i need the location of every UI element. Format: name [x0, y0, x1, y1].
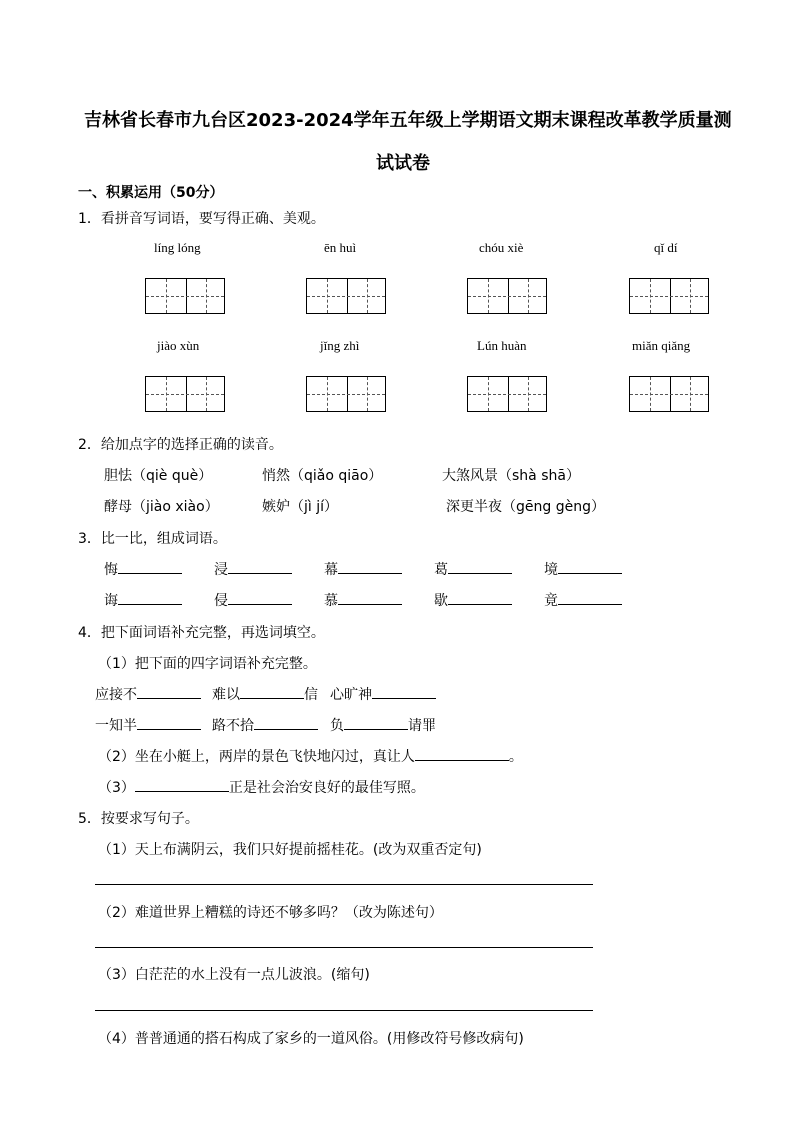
compare-item[interactable] [434, 590, 512, 610]
idiom-text: 一知半 [95, 718, 137, 734]
pronunciation-item[interactable]: 深更半夜（gēng gèng） [446, 499, 605, 515]
sentence-task: （2）难道世界上糟糕的诗还不够多吗？（改为陈述句） [98, 905, 443, 921]
fill-in-sentence[interactable] [98, 746, 523, 766]
pronunciation-item[interactable]: 悄然（qiǎo qiāo） [262, 468, 383, 484]
character: 葛 [434, 562, 448, 578]
compare-item[interactable] [434, 559, 512, 579]
compare-item[interactable] [104, 590, 182, 610]
question-3-label: 3．比一比，组成词语。 [78, 531, 227, 547]
idiom-text: 信 [304, 687, 318, 703]
sentence-text: （3） [98, 780, 135, 796]
character: 浸 [214, 562, 228, 578]
answer-blank[interactable] [372, 697, 436, 699]
answer-blank[interactable] [137, 697, 201, 699]
character: 歇 [434, 593, 448, 609]
page-title: 吉林省长春市九台区2023-2024学年五年级上学期语文期末课程改革教学质量测 [84, 110, 732, 131]
character: 诲 [104, 593, 118, 609]
writing-grid[interactable] [629, 278, 709, 314]
answer-line[interactable] [95, 1010, 593, 1011]
character: 慕 [324, 593, 338, 609]
answer-line[interactable] [95, 947, 593, 948]
pronunciation-item[interactable]: 胆怯（qiè què） [104, 468, 213, 484]
page-title-cont: 试试卷 [376, 153, 430, 174]
character: 侵 [214, 593, 228, 609]
idiom-text: 难以 [212, 687, 240, 703]
idiom-item[interactable] [330, 684, 436, 704]
pinyin-label: jiào xùn [157, 338, 200, 353]
writing-grid[interactable] [145, 278, 225, 314]
question-5-label: 5．按要求写句子。 [78, 811, 199, 827]
answer-blank[interactable] [228, 603, 292, 605]
compare-item[interactable] [324, 590, 402, 610]
writing-grid[interactable] [145, 376, 225, 412]
pinyin-label: qǐ dí [654, 240, 678, 255]
pronunciation-item[interactable]: 大煞风景（shà shā） [442, 468, 580, 484]
idiom-item[interactable] [95, 715, 201, 735]
character: 幕 [324, 562, 338, 578]
sub-question-label: （1）把下面的四字词语补充完整。 [98, 656, 317, 672]
pinyin-label: líng lóng [154, 240, 201, 255]
answer-blank[interactable] [338, 572, 402, 574]
compare-item[interactable] [104, 559, 182, 579]
compare-item[interactable] [324, 559, 402, 579]
idiom-item[interactable] [212, 715, 318, 735]
answer-blank[interactable] [415, 759, 509, 761]
idiom-text: 应接不 [95, 687, 137, 703]
sentence-text: （2）坐在小艇上，两岸的景色飞快地闪过，真让人 [98, 749, 415, 765]
section-heading: 一、积累运用（50分） [78, 185, 224, 201]
idiom-text: 心旷神 [330, 687, 372, 703]
sentence-task: （3）白茫茫的水上没有一点儿波浪。(缩句) [98, 967, 370, 983]
answer-blank[interactable] [254, 728, 318, 730]
pinyin-label: jǐng zhì [320, 338, 360, 353]
answer-blank[interactable] [240, 697, 304, 699]
answer-blank[interactable] [118, 572, 182, 574]
answer-blank[interactable] [137, 728, 201, 730]
answer-blank[interactable] [135, 790, 229, 792]
pronunciation-item[interactable]: 酵母（jiào xiào） [104, 499, 219, 515]
answer-blank[interactable] [118, 603, 182, 605]
compare-item[interactable] [544, 590, 622, 610]
answer-blank[interactable] [558, 603, 622, 605]
idiom-item[interactable] [330, 715, 436, 735]
writing-grid[interactable] [306, 376, 386, 412]
idiom-text: 负 [330, 718, 344, 734]
idiom-item[interactable] [212, 684, 318, 704]
writing-grid[interactable] [467, 278, 547, 314]
character: 境 [544, 562, 558, 578]
question-1-label: 1．看拼音写词语，要写得正确、美观。 [78, 211, 325, 227]
writing-grid[interactable] [629, 376, 709, 412]
character: 竟 [544, 593, 558, 609]
answer-blank[interactable] [448, 572, 512, 574]
answer-blank[interactable] [558, 572, 622, 574]
sentence-text: 正是社会治安良好的最佳写照。 [228, 780, 425, 796]
idiom-text: 请罪 [408, 718, 436, 734]
question-4-label: 4．把下面词语补充完整，再选词填空。 [78, 625, 325, 641]
question-2-label: 2．给加点字的选择正确的读音。 [78, 437, 283, 453]
pronunciation-item[interactable]: 嫉妒（jì jí） [262, 499, 339, 515]
answer-blank[interactable] [344, 728, 408, 730]
pinyin-label: miǎn qiǎng [632, 338, 691, 353]
writing-grid[interactable] [467, 376, 547, 412]
pinyin-label: Lún huàn [477, 338, 527, 353]
answer-blank[interactable] [448, 603, 512, 605]
writing-grid[interactable] [306, 278, 386, 314]
answer-blank[interactable] [338, 603, 402, 605]
sentence-task: （4）普普通通的搭石构成了家乡的一道风俗。(用修改符号修改病句) [98, 1031, 524, 1047]
sentence-text: 。 [508, 749, 523, 765]
compare-item[interactable] [214, 590, 292, 610]
answer-blank[interactable] [228, 572, 292, 574]
idiom-text: 路不拾 [212, 718, 254, 734]
pinyin-label: ēn huì [324, 240, 357, 255]
answer-line[interactable] [95, 884, 593, 885]
compare-item[interactable] [544, 559, 622, 579]
fill-in-sentence[interactable] [98, 777, 425, 797]
idiom-item[interactable] [95, 684, 201, 704]
sentence-task: （1）天上布满阴云，我们只好提前摇桂花。(改为双重否定句) [98, 842, 482, 858]
character: 悔 [104, 562, 118, 578]
pinyin-label: chóu xiè [479, 240, 524, 255]
compare-item[interactable] [214, 559, 292, 579]
